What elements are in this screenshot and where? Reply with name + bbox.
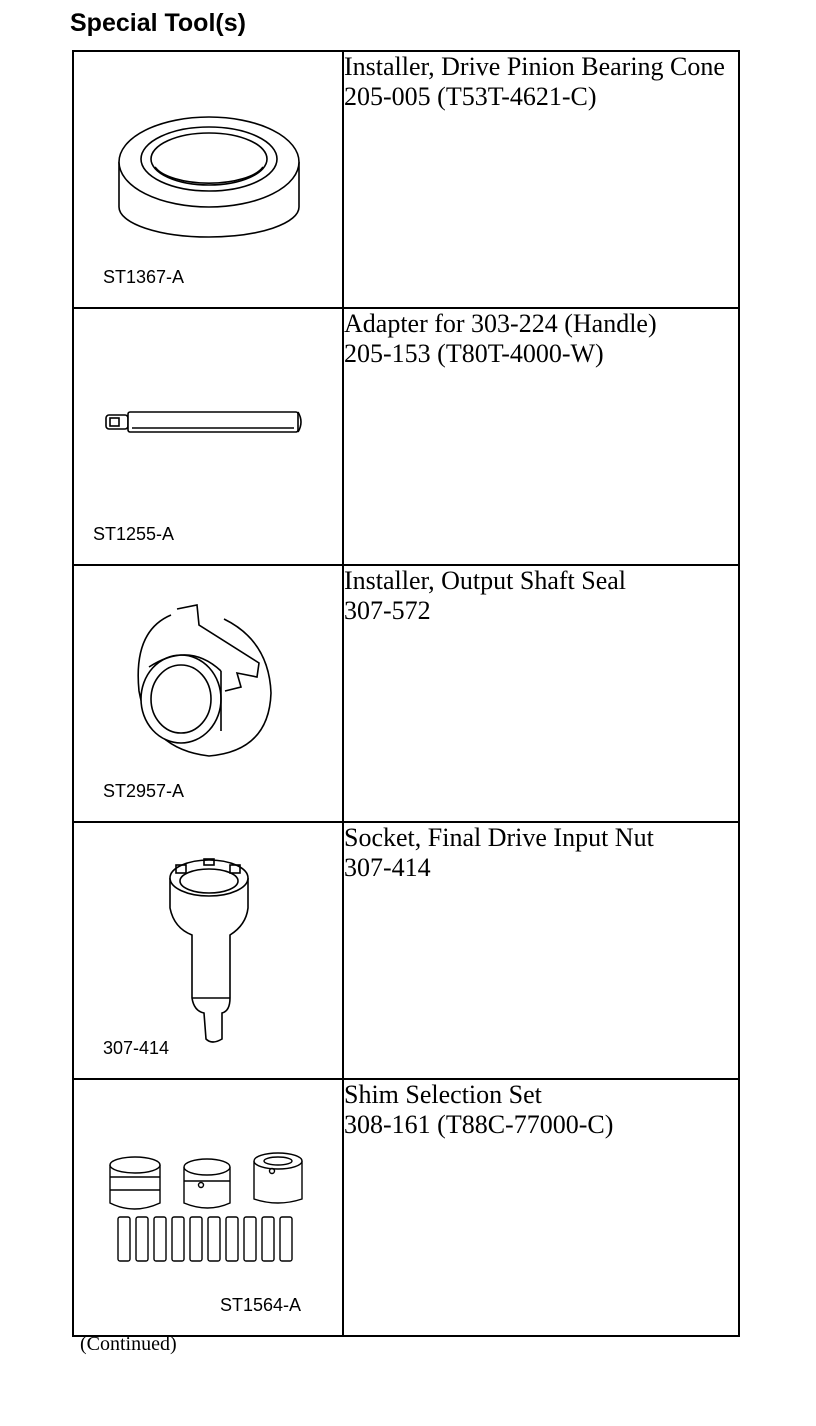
tool-illustration-cell	[73, 822, 343, 1079]
table-row	[73, 51, 739, 308]
seal-installer-icon	[129, 601, 279, 761]
tool-description-cell	[343, 565, 739, 822]
tool-name: Socket, Final Drive Input Nut	[344, 823, 654, 852]
tool-number: 205-005 (T53T-4621-C)	[344, 82, 597, 111]
figure-code: ST1255-A	[93, 524, 175, 544]
socket-icon	[164, 853, 254, 1048]
figure-code: ST1564-A	[220, 1295, 302, 1315]
tool-illustration-cell	[73, 308, 343, 565]
figure-code: ST2957-A	[103, 781, 185, 801]
tool-illustration-cell	[73, 565, 343, 822]
tool-name: Shim Selection Set	[344, 1080, 542, 1109]
continued-note: (Continued)	[80, 1333, 177, 1355]
handle-adapter-icon	[102, 404, 307, 444]
tool-name: Installer, Output Shaft Seal	[344, 566, 627, 595]
tool-description-cell	[343, 308, 739, 565]
tool-name: Adapter for 303-224 (Handle)	[344, 309, 657, 338]
tool-number: 307-414	[344, 853, 431, 882]
special-tools-table	[72, 50, 740, 1337]
bearing-cone-installer-icon	[114, 107, 304, 242]
table-row	[73, 822, 739, 1079]
shim-selection-set-icon	[104, 1145, 314, 1270]
tool-illustration-cell	[73, 1079, 343, 1336]
tool-number: 308-161 (T88C-77000-C)	[344, 1110, 614, 1139]
figure-code: ST1367-A	[103, 267, 185, 287]
tool-number: 307-572	[344, 596, 431, 625]
page-title: Special Tool(s)	[70, 9, 246, 37]
tool-description-cell	[343, 1079, 739, 1336]
table-row	[73, 565, 739, 822]
tool-description-cell	[343, 822, 739, 1079]
tool-number: 205-153 (T80T-4000-W)	[344, 339, 604, 368]
table-row	[73, 308, 739, 565]
tool-description-cell	[343, 51, 739, 308]
figure-code: 307-414	[103, 1038, 170, 1058]
tool-illustration-cell	[73, 51, 343, 308]
tool-name: Installer, Drive Pinion Bearing Cone	[344, 52, 725, 81]
table-row	[73, 1079, 739, 1336]
